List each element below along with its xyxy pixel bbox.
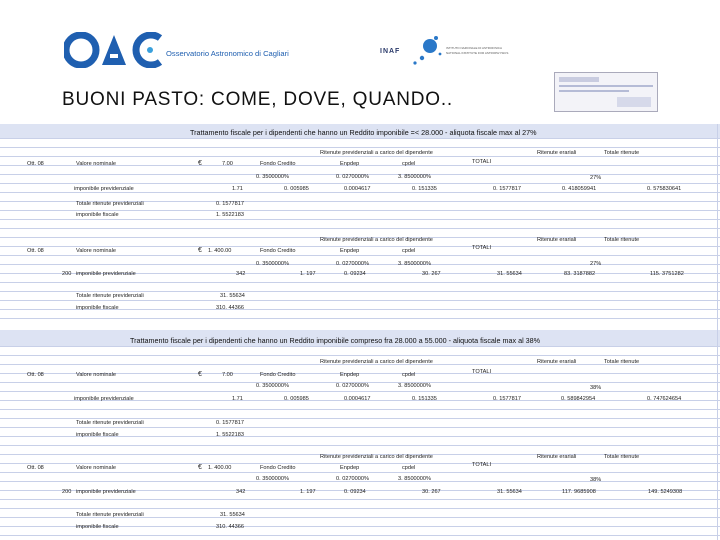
cpdel-pct: 3. 8500000% [398,261,431,267]
ritenute-header: Ritenute previdenziali a carico del dipendente [320,359,433,365]
valore-nominale: 7.00 [222,372,233,378]
totale-previdenziale: 0. 1577817 [493,186,521,192]
ritenute-erariali-header: Ritenute erariali [537,454,577,460]
page-title: BUONI PASTO: COME, DOVE, QUANDO.. [62,89,453,110]
fondo-credito-value: 0. 005985 [284,396,309,402]
cpdel-label: cpdel [402,372,416,378]
cpdel-value: 0. 151335 [412,396,437,402]
totale-ritenute-previdenziali-label: Totale ritenute previdenziali [76,201,144,207]
fondo-credito-pct: 0. 3500000% [256,174,289,180]
oac-letters [64,4,66,5]
totale-ritenute-previdenziali: 31. 55634 [220,293,245,299]
enpdep-value: 0. 09234 [344,271,366,277]
quantity: 200 [62,489,72,495]
fondo-credito-label: Fondo Credito [260,248,296,254]
inaf-label: INAF [380,48,401,55]
imponibile-previdenziale: 342 [236,489,246,495]
section1-heading: Trattamento fiscale per i dipendenti che hanno un Reddito imponibile =< 28.000 - aliquota fiscale max al 27% [190,128,537,137]
cpdel-label: cpdel [402,465,416,471]
cpdel-label: cpdel [402,248,416,254]
cpdel-label: cpdel [402,161,416,167]
fondo-credito-pct: 0. 3500000% [256,476,289,482]
imponibile-previdenziale-label: imponibile previdenziale [76,271,136,277]
enpdep-pct: 0. 0270000% [336,383,369,389]
totale-ritenute-value: 115. 3751282 [650,271,684,277]
ritenute-erariali-header: Ritenute erariali [537,150,577,156]
aliquota: 27% [590,261,602,267]
valore-nominale-label: Valore nominale [76,465,117,471]
totale-ritenute-value: 149. 5249308 [648,489,683,495]
imponibile-fiscale-label: imponibile fiscale [76,212,119,218]
ritenute-erariali-value: 83. 3187882 [564,271,596,277]
ritenute-erariali-value: 0. 589842954 [561,396,596,402]
valore-nominale-label: Valore nominale [76,372,117,378]
totale-ritenute-header: Totale ritenute [604,150,640,156]
totale-ritenute-previdenziali: 0. 1577817 [216,201,244,207]
enpdep-value: 0. 09234 [344,489,366,495]
cpdel-pct: 3. 8500000% [398,383,431,389]
totale-ritenute-header: Totale ritenute [604,359,640,365]
fondo-credito-value: 1. 197 [300,271,316,277]
enpdep-pct: 0. 0270000% [336,261,369,267]
totale-previdenziale: 31. 55634 [497,271,522,277]
valore-nominale: 1. 400.00 [208,248,232,254]
ritenute-erariali-value: 117. 9685908 [562,489,596,495]
imponibile-previdenziale: 342 [236,271,246,277]
totale-ritenute-value: 0. 575830641 [647,186,682,192]
cpdel-value: 30. 267 [422,489,441,495]
aliquota: 38% [590,385,602,391]
date-label: Ott. 08 [27,372,44,378]
imponibile-fiscale: 310. 44366 [216,524,244,530]
fondo-credito-value: 1. 197 [300,489,316,495]
totale-ritenute-previdenziali: 31. 55634 [220,512,245,518]
imponibile-fiscale: 1. 5522183 [216,432,244,438]
enpdep-value: 0.0004617 [344,396,371,402]
oac-institution-name: Osservatorio Astronomico di Cagliari [166,49,289,58]
valore-nominale-label: Valore nominale [76,161,117,167]
fondo-credito-label: Fondo Credito [260,465,296,471]
enpdep-label: Enpdep [340,465,360,471]
valore-nominale: 7.00 [222,161,233,167]
imponibile-fiscale-label: imponibile fiscale [76,524,119,530]
enpdep-pct: 0. 0270000% [336,174,369,180]
fondo-credito-label: Fondo Credito [260,161,296,167]
totali-label: TOTALI [472,245,492,251]
ritenute-header: Ritenute previdenziali a carico del dipendente [320,454,433,460]
enpdep-value: 0.0004617 [344,186,371,192]
totale-ritenute-previdenziali-label: Totale ritenute previdenziali [76,293,144,299]
enpdep-label: Enpdep [340,248,360,254]
cpdel-pct: 3. 8500000% [398,174,431,180]
imponibile-previdenziale-label: imponibile previdenziale [74,396,134,402]
cpdel-value: 30. 267 [422,271,441,277]
valore-nominale: 1. 400.00 [208,465,232,471]
ritenute-header: Ritenute previdenziali a carico del dipendente [320,150,433,156]
totale-previdenziale: 0. 1577817 [493,396,521,402]
totale-ritenute-previdenziali-label: Totale ritenute previdenziali [76,420,144,426]
oac-logo-mark [64,32,174,68]
imponibile-previdenziale-label: imponibile previdenziale [76,489,136,495]
imponibile-previdenziale: 1.71 [232,396,243,402]
euro-icon: € [198,371,202,378]
ritenute-erariali-header: Ritenute erariali [537,359,577,365]
totale-ritenute-previdenziali: 0. 1577817 [216,420,244,426]
euro-icon: € [198,160,202,167]
aliquota: 27% [590,175,602,181]
imponibile-fiscale-label: imponibile fiscale [76,432,119,438]
totali-label: TOTALI [472,159,492,165]
euro-icon: € [198,464,202,471]
oac-logo [64,32,174,73]
section2-heading: Trattamento fiscale per i dipendenti che hanno un Reddito imponibile compreso fra 28.000 a 55.000 - aliquota fiscale max al 38% [130,336,541,345]
valore-nominale-label: Valore nominale [76,248,117,254]
totale-ritenute-header: Totale ritenute [604,454,640,460]
date-label: Ott. 08 [27,248,44,254]
inaf-subtitle-1: ISTITUTO NAZIONALE DI ASTROFISICA [446,46,502,50]
totale-previdenziale: 31. 55634 [497,489,522,495]
enpdep-pct: 0. 0270000% [336,476,369,482]
aliquota: 38% [590,477,602,483]
date-label: Ott. 08 [27,465,44,471]
fondo-credito-pct: 0. 3500000% [256,383,289,389]
quantity: 200 [62,271,72,277]
fondo-credito-pct: 0. 3500000% [256,261,289,267]
enpdep-label: Enpdep [340,161,360,167]
inaf-subtitle-2: NATIONAL INSTITUTE FOR ASTROPHYSICS [446,51,509,55]
imponibile-fiscale-label: imponibile fiscale [76,305,119,311]
imponibile-fiscale: 1. 5522183 [216,212,244,218]
enpdep-label: Enpdep [340,372,360,378]
totali-label: TOTALI [472,462,492,468]
date-label: Ott. 08 [27,161,44,167]
cpdel-value: 0. 151335 [412,186,437,192]
fondo-credito-label: Fondo Credito [260,372,296,378]
fondo-credito-value: 0. 005985 [284,186,309,192]
cpdel-pct: 3. 8500000% [398,476,431,482]
imponibile-previdenziale: 1.71 [232,186,243,192]
imponibile-previdenziale-label: imponibile previdenziale [74,186,134,192]
ritenute-erariali-value: 0. 418059941 [562,186,597,192]
ritenute-erariali-header: Ritenute erariali [537,237,577,243]
totale-ritenute-value: 0. 747624654 [647,396,682,402]
totale-ritenute-previdenziali-label: Totale ritenute previdenziali [76,512,144,518]
ritenute-header: Ritenute previdenziali a carico del dipendente [320,237,433,243]
totale-ritenute-header: Totale ritenute [604,237,640,243]
euro-icon: € [198,247,202,254]
imponibile-fiscale: 310. 44366 [216,305,244,311]
totali-label: TOTALI [472,369,492,375]
meal-voucher-image [554,72,658,112]
